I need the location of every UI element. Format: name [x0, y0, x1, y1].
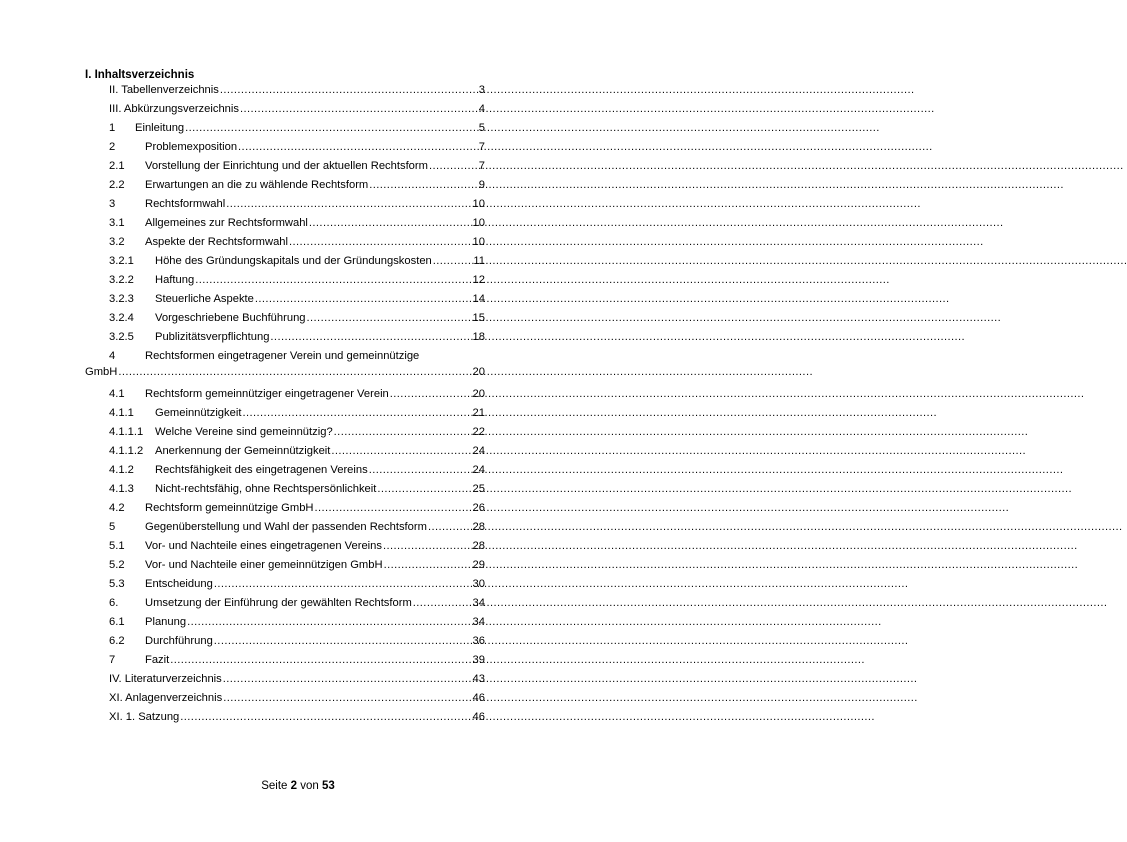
toc-entry-leader: [330, 444, 471, 458]
toc-entry-leader: [333, 425, 472, 439]
toc-entry[interactable]: [109, 691, 485, 710]
toc-entry[interactable]: [109, 653, 485, 672]
toc-entry-leader: [241, 406, 471, 420]
toc-entry-number: 3.2.4: [109, 312, 134, 324]
toc-entry-leader: [314, 501, 472, 515]
toc-entry-page: 11: [473, 255, 485, 267]
toc-entry-number: 4: [109, 350, 116, 362]
toc-entry[interactable]: [109, 444, 485, 463]
toc-entry-title: Planung: [145, 616, 187, 628]
toc-entry-title: Vor- und Nachteile einer gemeinnützigen GmbH: [145, 559, 383, 571]
toc-entry-page: 21: [472, 407, 485, 419]
toc-entry-number: 3.2.5: [109, 331, 134, 343]
toc-entry-page: 10: [472, 198, 485, 210]
toc-entry-leader: [213, 634, 472, 648]
toc-entry[interactable]: [109, 387, 485, 406]
toc-entry-page: 7: [478, 141, 485, 153]
toc-entry[interactable]: [109, 273, 485, 292]
toc-entry[interactable]: [109, 83, 485, 102]
toc-entry-page: 34: [472, 597, 485, 609]
toc-entry-page: 12: [472, 274, 485, 286]
toc-entry-page: 10: [472, 236, 485, 248]
toc-entry-page: 4: [478, 103, 485, 115]
toc-entry-leader: [186, 615, 471, 629]
toc-entry-number: 6.: [109, 597, 119, 609]
toc-entry-leader: [225, 197, 471, 211]
toc-entry[interactable]: [109, 520, 485, 539]
toc-entry[interactable]: [109, 178, 485, 197]
toc-entry-leader: [222, 691, 471, 705]
toc-entry-page: 5: [478, 122, 485, 134]
total-page-count: 53: [321, 780, 335, 792]
toc-entry-page: 22: [472, 426, 485, 438]
toc-entry-leader: [368, 463, 472, 477]
toc-entry[interactable]: [109, 311, 485, 330]
toc-entry-number: 4.1.1.2: [109, 445, 144, 457]
toc-entry-leader: [308, 216, 472, 230]
toc-entry[interactable]: [109, 197, 485, 216]
toc-entry-title: Haftung: [155, 274, 195, 286]
toc-entry-title: Problemexposition: [145, 141, 238, 153]
toc-entry-page: 24: [472, 464, 485, 476]
toc-entry-leader: [389, 387, 472, 401]
toc-entry-page: 3: [478, 84, 485, 96]
toc-entry[interactable]: [85, 349, 485, 387]
toc-entry-page: 14: [472, 293, 485, 305]
toc-entry-page: 9: [478, 179, 485, 191]
toc-entry-number: 4.1.1: [109, 407, 134, 419]
page-footer: [0, 779, 596, 793]
toc-entry-page: 29: [472, 559, 485, 571]
toc-entry[interactable]: [109, 634, 485, 653]
toc-entry-title: Höhe des Gründungskapitals und der Gründungskosten: [155, 255, 432, 267]
toc-entry[interactable]: [109, 140, 485, 159]
toc-entry-title: Vorstellung der Einrichtung und der aktuellen Rechtsform: [145, 160, 428, 172]
toc-entry-leader: [428, 159, 478, 173]
toc-entry-leader: [269, 330, 471, 344]
toc-entry-number: 6.1: [109, 616, 125, 628]
table-of-contents: [85, 83, 485, 729]
toc-entry-leader: [184, 121, 478, 135]
current-page-number: 2: [290, 780, 298, 792]
toc-entry-page: 10: [472, 217, 485, 229]
toc-entry[interactable]: [109, 330, 485, 349]
toc-entry-title: Einleitung: [135, 122, 185, 134]
toc-entry-leader: [383, 558, 472, 572]
toc-entry[interactable]: [109, 482, 485, 501]
toc-entry-title: Vor- und Nachteile eines eingetragenen Vereins: [145, 540, 382, 552]
toc-entry-leader: [117, 365, 471, 379]
toc-entry[interactable]: [109, 615, 485, 634]
toc-entry-number: 3.1: [109, 217, 125, 229]
toc-entry-title: III. Abkürzungsverzeichnis: [109, 103, 239, 115]
toc-entry-title: II. Tabellenverzeichnis: [109, 84, 219, 96]
toc-entry-leader: [288, 235, 472, 249]
toc-entry-leader: [169, 653, 471, 667]
toc-entry-leader: [412, 596, 472, 610]
toc-entry-page: 46: [472, 692, 485, 704]
toc-entry-number: 2.2: [109, 179, 125, 191]
toc-entry-page: 26: [472, 502, 485, 514]
footer-prefix: Seite: [261, 780, 291, 792]
toc-entry[interactable]: [109, 501, 485, 520]
toc-entry-title: Gemeinnützigkeit: [155, 407, 242, 419]
toc-entry-leader: [239, 102, 478, 116]
toc-entry[interactable]: [109, 463, 485, 482]
toc-entry[interactable]: [109, 539, 485, 558]
toc-entry-leader: [306, 311, 472, 325]
toc-entry-title: Nicht-rechtsfähig, ohne Rechtspersönlichkeit: [155, 483, 377, 495]
toc-entry-title: XI. 1. Satzung: [109, 711, 180, 723]
toc-entry-number: 5.2: [109, 559, 125, 571]
toc-entry-title: Rechtsformen eingetragener Verein und gemeinnützige: [145, 350, 420, 362]
toc-entry-title: Rechtsformwahl: [145, 198, 226, 210]
toc-entry-page: 18: [472, 331, 485, 343]
toc-entry[interactable]: [109, 406, 485, 425]
toc-entry-number: 6.2: [109, 635, 125, 647]
toc-entry-number: 2.1: [109, 160, 125, 172]
toc-entry-title: Gegenüberstellung und Wahl der passenden Rechtsform: [145, 521, 427, 533]
toc-entry-leader: [432, 254, 473, 268]
toc-entry[interactable]: [109, 159, 485, 178]
toc-entry-number: 5.1: [109, 540, 125, 552]
toc-entry-title: Rechtsfähigkeit des eingetragenen Vereins: [155, 464, 368, 476]
toc-entry[interactable]: [109, 235, 485, 254]
toc-entry-leader: [368, 178, 478, 192]
toc-entry-page: 25: [472, 483, 485, 495]
toc-entry-number: 3.2.2: [109, 274, 134, 286]
toc-entry[interactable]: [109, 672, 485, 691]
toc-entry[interactable]: [109, 292, 485, 311]
toc-entry-number: 3.2.3: [109, 293, 134, 305]
toc-entry[interactable]: [109, 577, 485, 596]
toc-entry-title-continued: GmbH: [85, 366, 118, 378]
toc-entry-page: 39: [472, 654, 485, 666]
toc-entry-title: Anerkennung der Gemeinnützigkeit: [155, 445, 331, 457]
toc-entry-leader: [219, 83, 478, 97]
toc-entry-page: 20: [472, 388, 485, 400]
toc-entry-title: Durchführung: [145, 635, 213, 647]
footer-middle: von: [297, 780, 322, 792]
toc-entry-title: XI. Anlagenverzeichnis: [109, 692, 223, 704]
toc-entry-title: Vorgeschriebene Buchführung: [155, 312, 306, 324]
toc-entry-title: Welche Vereine sind gemeinnützig?: [155, 426, 333, 438]
toc-entry-number: 3.2: [109, 236, 125, 248]
toc-entry-leader: [254, 292, 472, 306]
toc-entry-page: 28: [472, 521, 485, 533]
toc-entry-page: 46: [472, 711, 485, 723]
toc-entry[interactable]: [109, 254, 485, 273]
toc-entry-title: Umsetzung der Einführung der gewählten Rechtsform: [145, 597, 412, 609]
toc-entry-page: 24: [472, 445, 485, 457]
toc-entry-page: 43: [472, 673, 485, 685]
toc-entry-leader: [194, 273, 471, 287]
toc-entry-page: 20: [472, 366, 485, 378]
toc-entry-page: 28: [472, 540, 485, 552]
toc-entry-title: Aspekte der Rechtsformwahl: [145, 236, 289, 248]
toc-entry-leader: [237, 140, 478, 154]
toc-entry-number: 4.1.1.1: [109, 426, 144, 438]
toc-entry-number: 1: [109, 122, 116, 134]
toc-entry-leader: [382, 539, 472, 553]
toc-entry-number: 5: [109, 521, 116, 533]
toc-entry[interactable]: [109, 710, 485, 729]
toc-entry[interactable]: [109, 425, 485, 444]
toc-entry-number: 7: [109, 654, 116, 666]
toc-entry-title: IV. Literaturverzeichnis: [109, 673, 222, 685]
toc-entry-number: 2: [109, 141, 116, 153]
toc-entry[interactable]: [109, 216, 485, 235]
toc-entry[interactable]: [109, 102, 485, 121]
toc-entry-title: Rechtsform gemeinnützige GmbH: [145, 502, 314, 514]
toc-entry[interactable]: [109, 558, 485, 577]
toc-entry-page: 15: [472, 312, 485, 324]
toc-entry-page: 34: [472, 616, 485, 628]
toc-entry-page: 30: [472, 578, 485, 590]
toc-entry-number: 4.1.3: [109, 483, 134, 495]
toc-entry-number: 3: [109, 198, 116, 210]
toc-entry-title: Erwartungen an die zu wählende Rechtsform: [145, 179, 369, 191]
toc-entry-number: 5.3: [109, 578, 125, 590]
toc-entry[interactable]: [109, 596, 485, 615]
toc-heading: I. Inhaltsverzeichnis: [85, 69, 195, 81]
toc-entry-leader: [179, 710, 471, 724]
toc-entry-number: 3.2.1: [109, 255, 134, 267]
toc-entry-leader: [376, 482, 471, 496]
toc-entry-page: 7: [478, 160, 485, 172]
toc-entry-title: Publizitätsverpflichtung: [155, 331, 270, 343]
toc-entry-number: 4.2: [109, 502, 125, 514]
toc-entry-title: Fazit: [145, 654, 170, 666]
toc-entry-title: Steuerliche Aspekte: [155, 293, 254, 305]
toc-entry-title: Entscheidung: [145, 578, 213, 590]
toc-entry-number: 4.1: [109, 388, 125, 400]
toc-entry-leader: [213, 577, 472, 591]
toc-entry-leader: [222, 672, 472, 686]
toc-entry-title: Rechtsform gemeinnütziger eingetragener Verein: [145, 388, 389, 400]
toc-entry-leader: [427, 520, 472, 534]
toc-entry[interactable]: [109, 121, 485, 140]
toc-entry-number: 4.1.2: [109, 464, 134, 476]
toc-entry-title: Allgemeines zur Rechtsformwahl: [145, 217, 308, 229]
toc-entry-page: 36: [472, 635, 485, 647]
